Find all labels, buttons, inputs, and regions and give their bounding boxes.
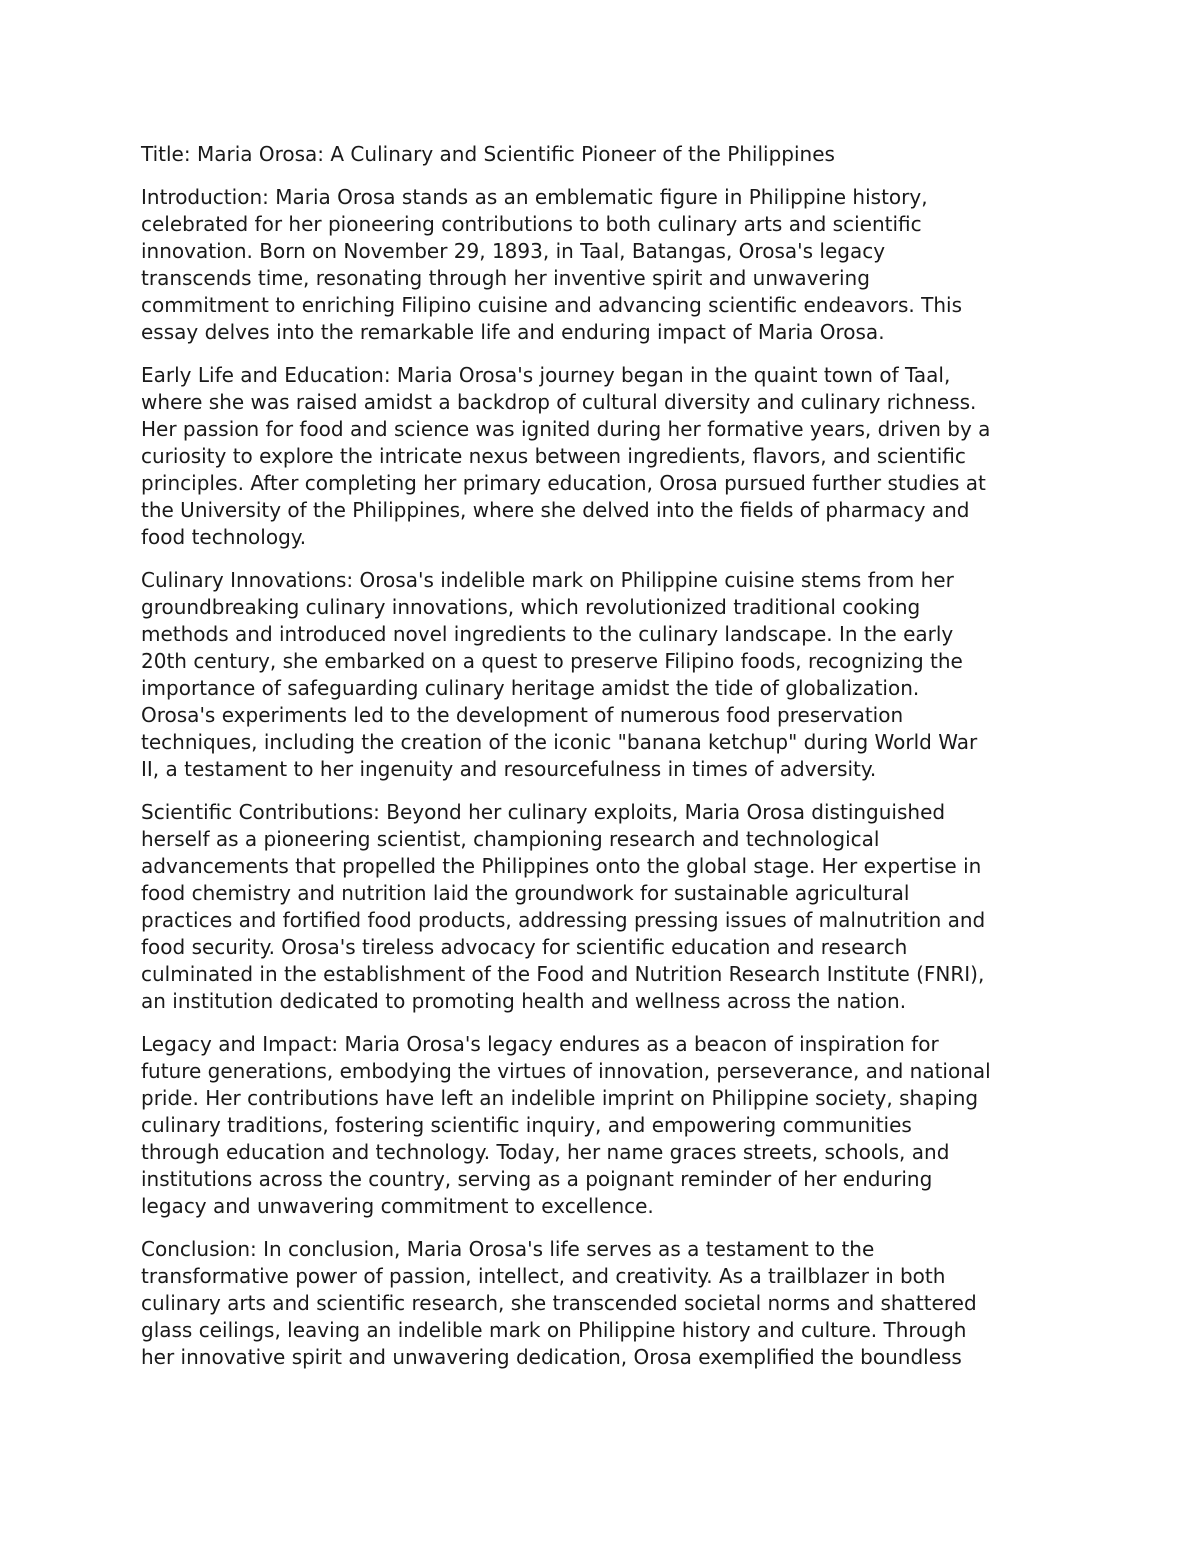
paragraph-conclusion: Conclusion: In conclusion, Maria Orosa's life serves as a testament to the transformative power of passion, intellect, and creativity. As a trailblazer in both culinary arts and scientific research, she transcended societal norms and shattered glass ceilings, leaving an indelible mark on Philippine history and culture. Through her innovative spirit and unwavering dedication, Orosa exemplified the boundless: [141, 1237, 977, 1369]
paragraph-culinary-innovations: Culinary Innovations: Orosa's indelible mark on Philippine cuisine stems from her groundbreaking culinary innovations, which revolutionized traditional cooking methods and introduced novel ingredients to the culinary landscape. In the early 20th century, she embarked on a quest to preserve Filipino foods, recognizing the importance of safeguarding culinary heritage amidst the tide of globalization. Orosa's experiments led to the development of numerous food preservation techniques, including the creation of the iconic "banana ketchup" during World War II, a testament to her ingenuity and resourcefulness in times of adversity.: [141, 568, 978, 781]
paragraph-early-life: Early Life and Education: Maria Orosa's journey began in the quaint town of Taal, where she was raised amidst a backdrop of cultural diversity and culinary richness. Her passion for food and science was ignited during her formative years, driven by a curiosity to explore the intricate nexus between ingredients, flavors, and scientific principles. After completing her primary education, Orosa pursued further studies at the University of the Philippines, where she delved into the fields of pharmacy and food technology.: [141, 363, 991, 549]
document-title: Title: Maria Orosa: A Culinary and Scientific Pioneer of the Philippines: [141, 142, 835, 166]
paragraph-scientific-contributions: Scientific Contributions: Beyond her culinary exploits, Maria Orosa distinguished herself as a pioneering scientist, championing research and technological advancements that propelled the Philippines onto the global stage. Her expertise in food chemistry and nutrition laid the groundwork for sustainable agricultural practices and fortified food products, addressing pressing issues of malnutrition and food security. Orosa's tireless advocacy for scientific education and research culminated in the establishment of the Food and Nutrition Research Institute (FNRI), an institution dedicated to promoting health and wellness across the nation.: [141, 800, 986, 1013]
paragraph-legacy-impact: Legacy and Impact: Maria Orosa's legacy endures as a beacon of inspiration for future generations, embodying the virtues of innovation, perseverance, and national pride. Her contributions have left an indelible imprint on Philippine society, shaping culinary traditions, fostering scientific inquiry, and empowering communities through education and technology. Today, her name graces streets, schools, and institutions across the country, serving as a poignant reminder of her enduring legacy and unwavering commitment to excellence.: [141, 1032, 991, 1218]
document-body: [141, 141, 1061, 1387]
paragraph-introduction: Introduction: Maria Orosa stands as an emblematic figure in Philippine history, celebrated for her pioneering contributions to both culinary arts and scientific innovation. Born on November 29, 1893, in Taal, Batangas, Orosa's legacy transcends time, resonating through her inventive spirit and unwavering commitment to enriching Filipino cuisine and advancing scientific endeavors. This essay delves into the remarkable life and enduring impact of Maria Orosa.: [141, 185, 963, 344]
